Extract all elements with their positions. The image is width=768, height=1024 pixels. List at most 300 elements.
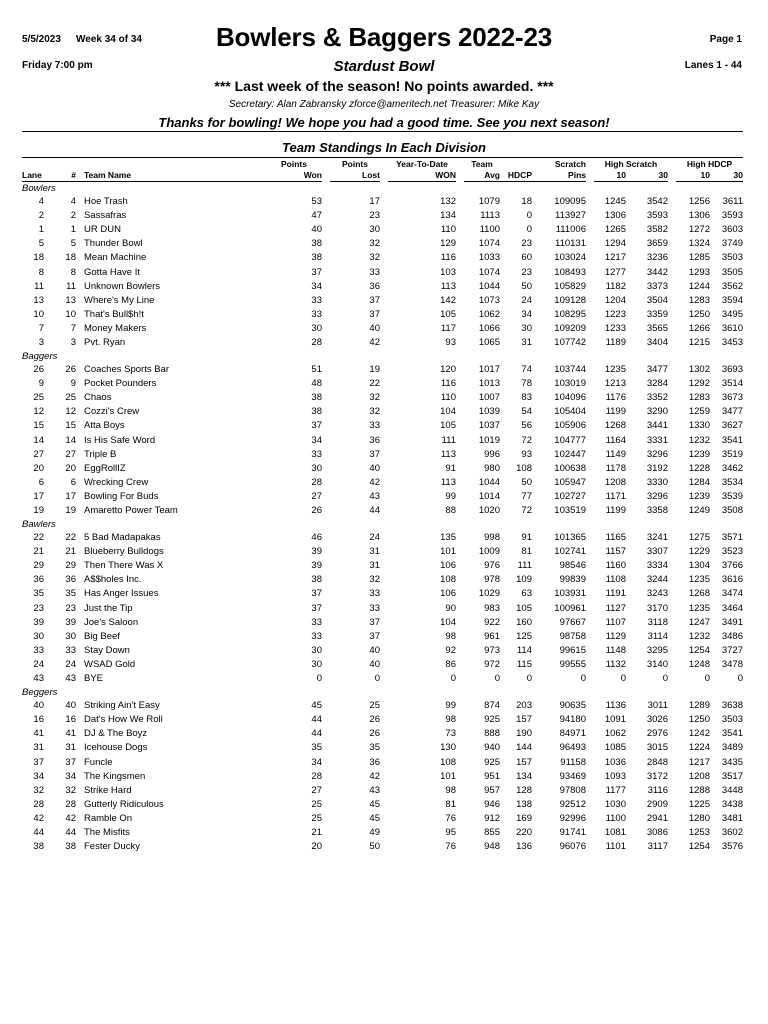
cell-hdcp: 50	[521, 280, 532, 292]
table-row	[22, 798, 743, 812]
cell-spacer	[586, 462, 594, 476]
cell-high-hdcp-10: 1283	[688, 294, 710, 306]
cell-ytd-won: 101	[440, 770, 456, 782]
cell-high-hdcp-10: 1302	[688, 364, 710, 376]
cell-team-name: Stay Down	[84, 644, 130, 656]
cell-scratch-pins: 100961	[554, 602, 586, 614]
cell-hdcp: 114	[516, 644, 532, 656]
cell-hdcp: 190	[516, 728, 532, 740]
cell-team-number: 19	[65, 505, 76, 517]
cell-spacer	[456, 713, 464, 727]
table-row	[22, 784, 743, 798]
cell-team-avg: 998	[484, 532, 500, 544]
cell-hdcp: 30	[521, 322, 532, 334]
cell-points-lost: 37	[369, 630, 380, 642]
cell-spacer	[456, 699, 464, 713]
table-row	[22, 644, 743, 658]
cell-scratch-pins: 99555	[559, 658, 586, 670]
cell-spacer	[322, 741, 330, 755]
cell-spacer	[586, 265, 594, 279]
cell-ytd-won: 98	[445, 714, 456, 726]
cell-scratch-pins: 0	[580, 673, 586, 685]
cell-lane: 21	[33, 546, 44, 558]
cell-scratch-pins: 92996	[559, 812, 586, 824]
cell-team-avg: 996	[484, 448, 500, 460]
cell-scratch-pins: 98758	[559, 630, 586, 642]
cell-high-hdcp-10: 1232	[688, 630, 710, 642]
cell-team-avg: 961	[484, 630, 500, 642]
cell-scratch-pins: 105404	[554, 406, 586, 418]
cell-ytd-won: 99	[445, 490, 456, 502]
cell-high-scratch-30: 3243	[646, 588, 668, 600]
cell-team-avg: 1009	[478, 546, 500, 558]
cell-high-scratch-10: 1132	[605, 658, 626, 670]
cell-high-scratch-30: 3244	[646, 574, 668, 586]
cell-spacer	[322, 713, 330, 727]
cell-spacer	[586, 798, 594, 812]
cell-high-hdcp-10: 1285	[688, 252, 710, 264]
cell-team-name: Gotta Have It	[84, 266, 140, 278]
cell-spacer	[586, 405, 594, 419]
cell-points-lost: 37	[369, 616, 380, 628]
table-row	[22, 826, 743, 840]
table-row	[22, 602, 743, 616]
cell-spacer	[586, 280, 594, 294]
cell-lane: 19	[33, 505, 44, 517]
cell-spacer	[322, 798, 330, 812]
cell-spacer	[456, 223, 464, 237]
cell-lane: 33	[33, 644, 44, 656]
cell-hdcp: 81	[521, 546, 532, 558]
cell-spacer	[586, 840, 594, 854]
cell-spacer	[586, 195, 594, 209]
cell-scratch-pins: 110131	[555, 238, 586, 250]
cell-spacer	[380, 755, 388, 769]
cell-team-number: 12	[65, 406, 76, 418]
table-row	[22, 322, 743, 336]
cell-lane: 43	[33, 673, 44, 685]
table-row	[22, 713, 743, 727]
cell-spacer	[322, 462, 330, 476]
cell-high-hdcp-10: 1253	[688, 826, 710, 838]
cell-high-scratch-10: 1245	[604, 196, 626, 208]
cell-high-hdcp-30: 3571	[721, 532, 743, 544]
cell-high-scratch-30: 2976	[646, 728, 668, 740]
cell-ytd-won: 92	[445, 644, 456, 656]
cell-scratch-pins: 102741	[554, 546, 586, 558]
cell-points-lost: 42	[369, 770, 380, 782]
cell-points-lost: 33	[369, 420, 380, 432]
cell-spacer	[586, 755, 594, 769]
cell-team-number: 43	[65, 673, 76, 685]
cell-spacer	[456, 755, 464, 769]
cell-ytd-won: 129	[440, 238, 456, 250]
cell-team-number: 17	[65, 490, 76, 502]
cell-points-won: 27	[311, 784, 322, 796]
table-row	[22, 377, 743, 391]
cell-spacer	[456, 587, 464, 601]
cell-high-scratch-10: 1107	[605, 616, 626, 628]
cell-scratch-pins: 101365	[554, 532, 586, 544]
cell-spacer	[456, 251, 464, 265]
cell-high-scratch-10: 1081	[604, 826, 626, 838]
cell-team-avg: 1074	[478, 266, 500, 278]
cell-points-won: 34	[311, 434, 322, 446]
cell-team-avg: 1014	[478, 490, 500, 502]
page-number: Page 1	[709, 34, 742, 45]
cell-scratch-pins: 100638	[554, 462, 586, 474]
cell-spacer	[456, 237, 464, 251]
cell-spacer	[456, 573, 464, 587]
cell-points-lost: 40	[369, 644, 380, 656]
cell-spacer	[456, 308, 464, 322]
section-divider	[22, 157, 743, 158]
cell-spacer	[322, 476, 330, 490]
cell-points-won: 27	[311, 490, 322, 502]
cell-lane: 6	[38, 476, 44, 488]
cell-team-name: Thunder Bowl	[84, 238, 143, 250]
cell-team-name: Has Anger Issues	[84, 588, 159, 600]
cell-scratch-pins: 93469	[559, 770, 586, 782]
cell-high-scratch-30: 2848	[646, 756, 668, 768]
cell-ytd-won: 135	[440, 532, 456, 544]
league-title: Bowlers & Baggers 2022-23	[215, 22, 553, 52]
col-high-scratch-30: 30	[626, 170, 668, 182]
cell-spacer	[322, 602, 330, 616]
cell-high-hdcp-10: 1239	[688, 490, 710, 502]
cell-hdcp: 18	[521, 196, 532, 208]
cell-ytd-won: 0	[450, 673, 456, 685]
officers-line: Secretary: Alan Zabransky zforce@ameritech.net Treasurer: Mike Kay	[228, 99, 540, 110]
cell-points-won: 25	[311, 812, 322, 824]
cell-spacer	[322, 336, 330, 350]
cell-hdcp: 23	[521, 266, 532, 278]
cell-points-lost: 24	[369, 532, 380, 544]
cell-high-scratch-30: 3241	[646, 532, 668, 544]
cell-team-avg: 972	[484, 658, 500, 670]
cell-scratch-pins: 97667	[559, 616, 586, 628]
cell-spacer	[380, 784, 388, 798]
cell-hdcp: 111	[517, 560, 532, 572]
cell-scratch-pins: 109128	[554, 294, 586, 306]
col-points-lost-top: Points	[342, 159, 368, 169]
cell-spacer	[456, 545, 464, 559]
cell-high-scratch-10: 1235	[604, 364, 626, 376]
cell-ytd-won: 104	[440, 406, 456, 418]
cell-spacer	[322, 559, 330, 573]
cell-spacer	[668, 237, 676, 251]
cell-spacer	[668, 294, 676, 308]
cell-spacer	[586, 419, 594, 433]
cell-high-hdcp-10: 1289	[688, 700, 710, 712]
table-row	[22, 419, 743, 433]
cell-team-avg: 1039	[478, 406, 500, 418]
cell-spacer	[456, 336, 464, 350]
cell-team-number: 14	[65, 434, 76, 446]
cell-lane: 32	[33, 784, 44, 796]
cell-team-name: Pocket Pounders	[84, 378, 157, 390]
cell-hdcp: 220	[516, 826, 532, 838]
cell-high-scratch-10: 1199	[605, 406, 626, 418]
cell-spacer	[668, 280, 676, 294]
cell-team-number: 22	[65, 532, 76, 544]
cell-ytd-won: 108	[440, 574, 456, 586]
col-ytd-top: Year-To-Date	[396, 159, 448, 169]
cell-spacer	[380, 727, 388, 741]
cell-high-hdcp-30: 3693	[721, 364, 743, 376]
cell-high-hdcp-30: 3503	[721, 252, 743, 264]
table-row	[22, 251, 743, 265]
col-points-won: Won	[266, 170, 322, 182]
cell-team-number: 25	[65, 392, 76, 404]
cell-scratch-pins: 103024	[554, 252, 586, 264]
cell-spacer	[586, 741, 594, 755]
cell-ytd-won: 91	[445, 462, 456, 474]
cell-spacer	[380, 448, 388, 462]
cell-spacer	[456, 405, 464, 419]
cell-spacer	[380, 531, 388, 545]
cell-team-name: The Kingsmen	[84, 770, 146, 782]
cell-spacer	[322, 434, 330, 448]
cell-high-hdcp-10: 1272	[688, 224, 710, 236]
cell-team-avg: 1020	[478, 505, 500, 517]
cell-lane: 30	[33, 630, 44, 642]
cell-spacer	[586, 322, 594, 336]
cell-spacer	[380, 644, 388, 658]
cell-hdcp: 83	[521, 392, 532, 404]
cell-lane: 26	[33, 364, 44, 376]
cell-scratch-pins: 96493	[559, 742, 586, 754]
cell-team-number: 27	[65, 448, 76, 460]
season-notice: *** Last week of the season! No points awarded. ***	[214, 78, 554, 94]
cell-high-hdcp-30: 3523	[721, 546, 743, 558]
cell-team-avg: 948	[484, 841, 500, 853]
cell-points-won: 30	[311, 658, 322, 670]
cell-team-avg: 983	[484, 602, 500, 614]
cell-high-scratch-30: 3117	[647, 841, 668, 853]
cell-ytd-won: 108	[440, 756, 456, 768]
cell-spacer	[456, 602, 464, 616]
cell-points-won: 33	[311, 630, 322, 642]
cell-spacer	[586, 434, 594, 448]
cell-spacer	[322, 672, 330, 686]
cell-points-lost: 19	[369, 364, 380, 376]
cell-hdcp: 157	[516, 714, 532, 726]
cell-spacer	[668, 490, 676, 504]
cell-high-hdcp-30: 3486	[721, 630, 743, 642]
cell-high-hdcp-30: 3474	[721, 588, 743, 600]
cell-high-scratch-10: 1204	[604, 294, 626, 306]
cell-ytd-won: 116	[440, 252, 456, 264]
cell-ytd-won: 81	[445, 798, 456, 810]
cell-spacer	[668, 798, 676, 812]
cell-team-name: Big Beef	[84, 630, 120, 642]
cell-high-scratch-30: 3477	[646, 364, 668, 376]
cell-spacer	[322, 391, 330, 405]
cell-spacer	[380, 490, 388, 504]
cell-high-scratch-30: 3358	[646, 505, 668, 517]
cell-points-won: 28	[311, 770, 322, 782]
table-row	[22, 587, 743, 601]
cell-spacer	[668, 755, 676, 769]
cell-lane: 22	[33, 532, 44, 544]
cell-lane: 29	[33, 560, 44, 572]
cell-spacer	[586, 713, 594, 727]
cell-scratch-pins: 105906	[554, 420, 586, 432]
cell-team-avg: 978	[484, 574, 500, 586]
cell-points-won: 34	[311, 756, 322, 768]
cell-spacer	[668, 419, 676, 433]
cell-spacer	[586, 308, 594, 322]
cell-points-won: 25	[311, 798, 322, 810]
cell-high-hdcp-10: 1208	[688, 770, 710, 782]
cell-hdcp: 109	[516, 574, 532, 586]
cell-lane: 12	[33, 406, 44, 418]
cell-points-lost: 30	[369, 224, 380, 236]
cell-high-hdcp-10: 1284	[688, 476, 710, 488]
cell-spacer	[380, 812, 388, 826]
cell-team-name: Funcle	[84, 756, 113, 768]
cell-high-scratch-30: 3026	[646, 714, 668, 726]
cell-points-won: 37	[311, 602, 322, 614]
cell-hdcp: 50	[521, 476, 532, 488]
table-row	[22, 294, 743, 308]
cell-spacer	[322, 237, 330, 251]
table-row	[22, 223, 743, 237]
cell-points-won: 33	[311, 448, 322, 460]
cell-high-scratch-30: 3331	[646, 434, 668, 446]
cell-team-number: 41	[65, 728, 76, 740]
cell-spacer	[586, 630, 594, 644]
cell-ytd-won: 103	[440, 266, 456, 278]
cell-spacer	[586, 531, 594, 545]
cell-ytd-won: 111	[441, 434, 456, 446]
cell-spacer	[380, 616, 388, 630]
cell-high-scratch-10: 1160	[605, 560, 626, 572]
cell-lane: 5	[38, 238, 44, 250]
cell-high-hdcp-30: 3514	[721, 378, 743, 390]
cell-high-hdcp-10: 1304	[688, 560, 710, 572]
cell-team-name: Chaos	[84, 392, 112, 404]
cell-high-hdcp-10: 1239	[688, 448, 710, 460]
cell-team-number: 8	[70, 266, 76, 278]
cell-spacer	[456, 840, 464, 854]
cell-spacer	[380, 265, 388, 279]
standings-table	[22, 159, 743, 854]
cell-lane: 40	[33, 700, 44, 712]
cell-spacer	[668, 322, 676, 336]
cell-team-name: Coaches Sports Bar	[84, 364, 170, 376]
cell-spacer	[586, 504, 594, 518]
cell-lane: 13	[33, 294, 44, 306]
cell-points-lost: 36	[369, 280, 380, 292]
table-row	[22, 755, 743, 769]
cell-team-avg: 0	[494, 673, 500, 685]
cell-high-scratch-30: 3593	[646, 210, 668, 222]
cell-spacer	[586, 826, 594, 840]
cell-high-hdcp-10: 1215	[688, 336, 710, 348]
cell-lane: 16	[33, 714, 44, 726]
cell-high-scratch-10: 1306	[604, 210, 626, 222]
day-time: Friday 7:00 pm	[22, 60, 93, 71]
cell-high-scratch-30: 3192	[646, 462, 668, 474]
cell-team-avg: 1019	[478, 434, 500, 446]
cell-spacer	[456, 770, 464, 784]
cell-spacer	[586, 209, 594, 223]
cell-high-hdcp-30: 3438	[721, 798, 743, 810]
cell-lane: 9	[38, 378, 44, 390]
cell-high-hdcp-10: 1254	[688, 841, 710, 853]
cell-scratch-pins: 97808	[559, 784, 586, 796]
cell-team-name: Strike Hard	[84, 784, 132, 796]
cell-spacer	[586, 699, 594, 713]
cell-high-hdcp-30: 3495	[721, 308, 743, 320]
cell-team-number: 18	[65, 252, 76, 264]
cell-hdcp: 157	[516, 756, 532, 768]
cell-spacer	[322, 322, 330, 336]
cell-spacer	[668, 545, 676, 559]
cell-high-hdcp-10: 1288	[688, 784, 710, 796]
cell-spacer	[456, 658, 464, 672]
cell-spacer	[322, 531, 330, 545]
cell-points-lost: 37	[369, 308, 380, 320]
table-row	[22, 237, 743, 251]
cell-team-name: Gutterly Ridiculous	[84, 798, 164, 810]
cell-high-hdcp-30: 3464	[721, 602, 743, 614]
cell-hdcp: 128	[516, 784, 532, 796]
cell-spacer	[380, 391, 388, 405]
cell-spacer	[668, 363, 676, 377]
cell-hdcp: 0	[526, 224, 532, 236]
cell-high-scratch-10: 1062	[604, 728, 626, 740]
cell-hdcp: 24	[521, 294, 532, 306]
cell-team-name: EggRollIZ	[84, 462, 126, 474]
cell-ytd-won: 120	[440, 364, 456, 376]
cell-high-scratch-10: 1108	[605, 574, 626, 586]
cell-scratch-pins: 99615	[559, 644, 586, 656]
cell-high-scratch-30: 3284	[646, 378, 668, 390]
cell-lane: 2	[38, 210, 44, 222]
header-divider	[22, 131, 743, 132]
cell-high-hdcp-10: 1306	[688, 210, 710, 222]
cell-spacer	[456, 784, 464, 798]
cell-points-lost: 44	[369, 505, 380, 517]
cell-lane: 20	[33, 462, 44, 474]
cell-high-scratch-10: 1177	[605, 784, 626, 796]
cell-team-number: 5	[70, 238, 76, 250]
cell-spacer	[380, 294, 388, 308]
cell-points-lost: 33	[369, 602, 380, 614]
cell-lane: 25	[33, 392, 44, 404]
cell-high-hdcp-30: 3477	[721, 406, 743, 418]
cell-team-name: Hoe Trash	[84, 196, 128, 208]
cell-points-won: 48	[311, 378, 322, 390]
cell-spacer	[380, 223, 388, 237]
cell-scratch-pins: 94180	[559, 714, 586, 726]
cell-high-hdcp-30: 3448	[721, 784, 743, 796]
table-row	[22, 504, 743, 518]
cell-spacer	[322, 280, 330, 294]
col-points-lost: Lost	[330, 170, 380, 182]
cell-points-won: 38	[311, 574, 322, 586]
cell-high-scratch-30: 3116	[647, 784, 668, 796]
cell-high-scratch-10: 1199	[605, 505, 626, 517]
cell-high-hdcp-30: 3602	[721, 826, 743, 838]
cell-spacer	[322, 658, 330, 672]
cell-spacer	[380, 434, 388, 448]
cell-spacer	[380, 840, 388, 854]
cell-spacer	[380, 699, 388, 713]
